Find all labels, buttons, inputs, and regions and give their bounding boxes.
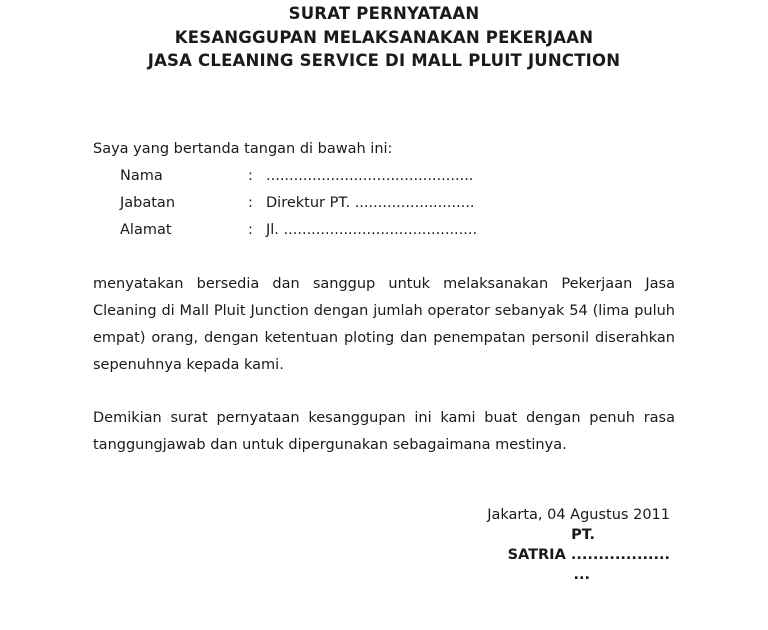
intro-text: Saya yang bertanda tangan di bawah ini:: [93, 141, 393, 157]
field-label: Alamat: [120, 222, 172, 238]
signature-dots: ...: [573, 567, 590, 583]
field-value: Direktur PT. ..........................: [266, 195, 475, 211]
field-row-jabatan: [120, 193, 475, 213]
document-title: [0, 2, 768, 73]
field-row-nama: [120, 166, 473, 186]
field-label: Nama: [120, 168, 163, 184]
field-row-alamat: [120, 220, 477, 240]
signature-block: [380, 505, 670, 585]
closing-paragraph: Demikian surat pernyataan kesanggupan ini kami buat dengan penuh rasa tanggungjawab dan untuk dipergunakan sebagaimana mestinya.: [93, 410, 675, 453]
statement-paragraph: menyatakan bersedia dan sanggup untuk melaksanakan Pekerjaan Jasa Cleaning di Mall Pluit Junction dengan jumlah operator sebanyak 54 (lima puluh empat) orang, dengan ketentuan ploting dan penempatan personil diserahkan sepenuhnya kepada kami.: [93, 276, 675, 373]
field-value: Jl. ..........................................: [266, 222, 478, 238]
title-line-1: SURAT PERNYATAAN: [288, 4, 480, 23]
field-colon: :: [248, 168, 253, 184]
place-date: Jakarta, 04 Agustus 2011: [487, 507, 670, 523]
field-colon: :: [248, 222, 253, 238]
field-label: Jabatan: [120, 195, 176, 211]
title-line-3: JASA CLEANING SERVICE DI MALL PLUIT JUNCTION: [147, 51, 621, 70]
field-colon: :: [248, 195, 253, 211]
company-name: SATRIA ..................: [507, 547, 670, 563]
title-line-2: KESANGGUPAN MELAKSANAKAN PEKERJAAN: [174, 27, 594, 47]
field-value: .............................................: [266, 168, 474, 184]
company-prefix: PT.: [571, 527, 595, 543]
